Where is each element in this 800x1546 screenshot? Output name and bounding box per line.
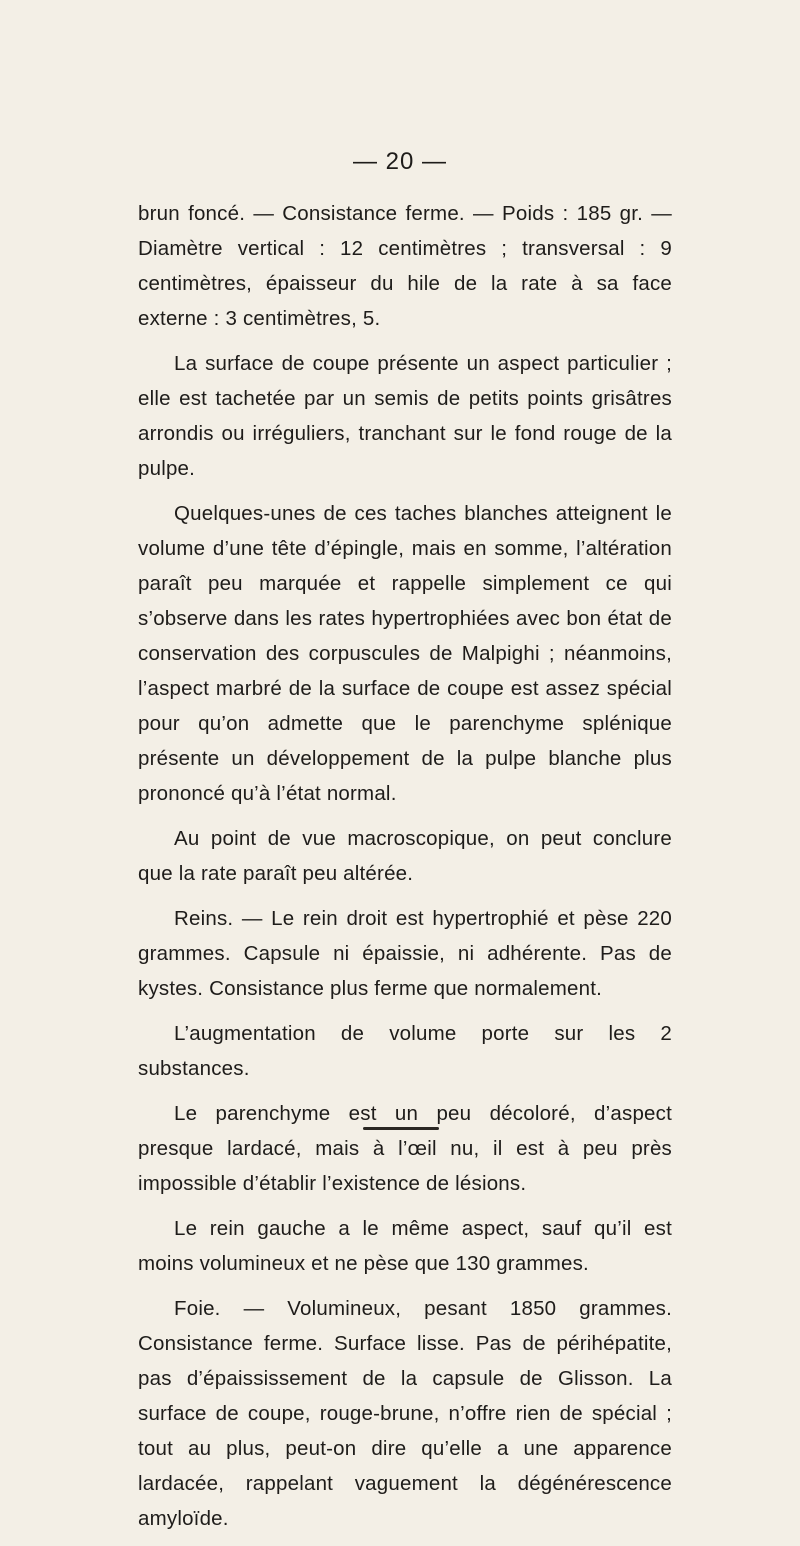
paragraph-volume-increase: L’augmentation de volume porte sur les 2 substances. — [138, 1022, 672, 1080]
end-rule-divider — [363, 1127, 439, 1130]
paragraph-parenchyma: Le parenchyme est un peu décoloré, d’aspect presque lardacé, mais à l’œil nu, il est à peu près impossible d’établir l’existence de lésions. — [138, 1102, 672, 1195]
paragraph-white-spots: Quelques-unes de ces taches blanches atteignent le volume d’une tête d’épingle, mais en somme, l’altération paraît peu marquée et rappelle simplement ce qui s’observe dans les rates hypertrophiées avec bon état de conservation des corpuscules de Malpighi ; néanmoins, l’aspect marbré de la surface de coupe est assez spécial pour qu’on admette que le parenchyme splénique présente un développement de la pulpe blanche plus prononcé qu’à l’état normal. — [138, 502, 672, 805]
body-text — [138, 196, 672, 1546]
paragraph-cut-surface: La surface de coupe présente un aspect particulier ; elle est tachetée par un semis de petits points grisâtres arrondis ou irréguliers, tranchant sur le fond rouge de la pulpe. — [138, 352, 672, 480]
paragraph-kidneys: Reins. — Le rein droit est hypertrophié et pèse 220 grammes. Capsule ni épaissie, ni adhérente. Pas de kystes. Consistance plus ferme que normalement. — [138, 907, 672, 1000]
paragraph-macroscopic-conclusion: Au point de vue macroscopique, on peut conclure que la rate paraît peu altérée. — [138, 827, 672, 885]
paragraph-spleen-measurements: brun foncé. — Consistance ferme. — Poids : 185 gr. — Diamètre vertical : 12 centimètres ; transversal : 9 centimètres, épaisseur du hile de la rate à sa face externe : 3 centimètres, 5. — [138, 202, 672, 330]
page-number: — 20 — — [352, 148, 448, 175]
paragraph-left-kidney: Le rein gauche a le même aspect, sauf qu’il est moins volumineux et ne pèse que 130 grammes. — [138, 1217, 672, 1275]
paragraph-liver: Foie. — Volumineux, pesant 1850 grammes. Consistance ferme. Surface lisse. Pas de périhépatite, pas d’épaississement de la capsule de Glisson. La surface de coupe, rouge-brune, n’offre rien de spécial ; tout au plus, peut-on dire qu’elle a une apparence lardacée, rappelant vaguement la dégénérescence amyloïde. — [138, 1297, 672, 1530]
